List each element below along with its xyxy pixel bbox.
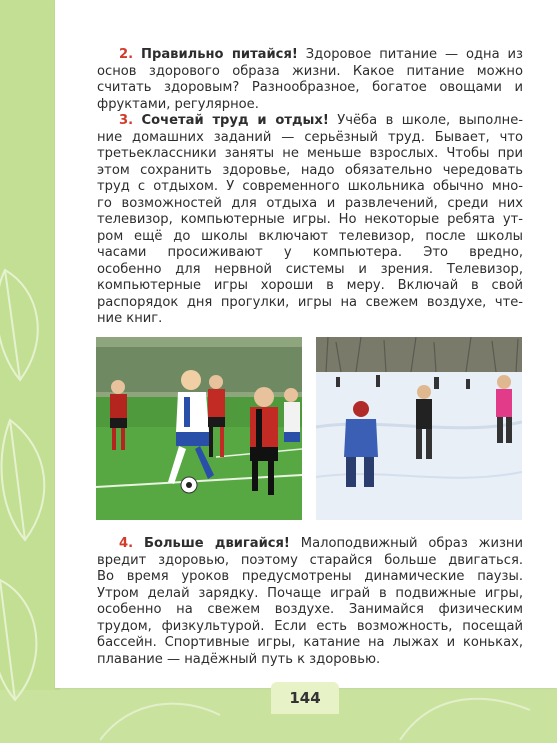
leaf-ornament-icon [0,250,60,720]
text-line: го возможностей для отдыха и развлечений, среди них [97,195,523,211]
section-4 [97,536,523,668]
text-line: основ здорового образа жизни. Какое питание можно [97,63,523,79]
page-number: 144 [271,682,339,714]
text-line: ром ещё до школы включают телевизор, после школы [97,228,523,244]
text-line: ние книг. [97,311,163,326]
section-heading: Больше двигайся! [143,536,290,551]
text-line: часами просиживают у компьютера. Это вредно, [97,245,523,260]
text-line: трудом, физкультурой. Если есть возможность, посещай [97,618,523,634]
text-line: фруктами, регулярное. [97,96,259,112]
text-line: считать здоровым? Разнообразное, богатое овощами и [97,80,523,95]
section-number: 4. [119,536,134,551]
text-line: особенно на свежем воздухе. Занимайся физическим [97,602,523,617]
text-line: бассейн. Спортивные игры, катание на лыжах и коньках, [97,635,523,650]
text-line: Малоподвижный образ жизни [300,536,523,551]
text-line: вредит здоровью, поэтому старайся больше двигаться. [97,552,523,568]
text-line: компьютерные игры хороши в меру. Включай в свой [97,278,523,293]
section-2-line-1 [97,47,523,64]
section-4-line-1 [97,536,523,553]
text-line: Учёба в школе, выполне- [337,113,524,128]
text-line: Утром делай зарядку. Почаще играй в подвижные игры, [97,585,523,601]
section-2 [97,47,523,113]
skating-photo [316,337,522,520]
football-photo [96,337,302,520]
text-line: труд с отдыхом. У современного школьника обычно мно- [97,179,523,194]
section-heading: Сочетай труд и отдых! [141,113,329,128]
text-line: Здоровое питание — одна из [305,47,524,62]
text-line: телевизор, компьютерные игры. Но некоторые ребята ут- [97,212,523,227]
section-3-line-1 [97,113,523,130]
text-line: этом сохранить здоровье, надо обязательно чередовать [97,162,523,178]
text-line: плавание — надёжный путь к здоровью. [97,651,381,667]
text-line: ние домашних заданий — серьёзный труд. Бывает, что [97,129,523,145]
text-line: особенно для нервной системы и зрения. Телевизор, [97,261,523,277]
text-line: Во время уроков предусмотрены динамические паузы. [97,569,523,584]
text-line: распорядок дня прогулки, игры на свежем воздухе, чте- [97,294,523,310]
section-heading: Правильно питайся! [141,47,298,62]
section-number: 3. [119,113,134,128]
section-number: 2. [119,47,134,62]
text-line: третьеклассники заняты не меньше взрослых. Чтобы при [97,146,523,161]
section-3 [97,113,523,328]
